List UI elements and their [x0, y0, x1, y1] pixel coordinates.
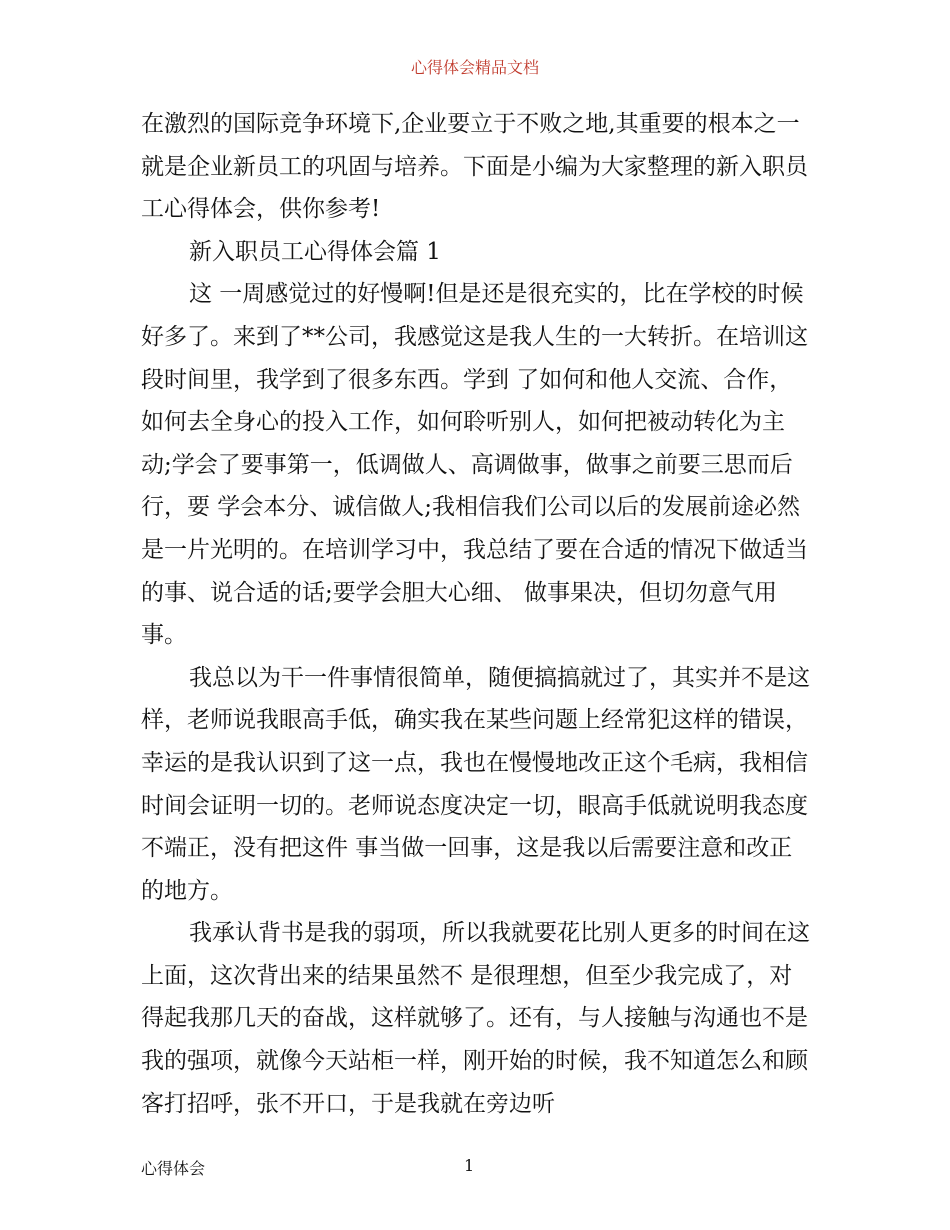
intro-paragraph: 在激烈的国际竞争环境下,企业要立于不败之地,其重要的根本之一就是企业新员工的巩固与培养。下面是小编为大家整理的新入职员工心得体会，供你参考!	[141, 111, 808, 223]
body-paragraph-2: 我总以为干一件事情很简单，随便搞搞就过了，其实并不是这样，老师说我眼高手低，确实我在某些问题上经常犯这样的错误，幸运的是我认识到了这一点，我也在慢慢地改正这个毛病，我相信时间会证明一切的。老师说态度决定一切，眼高手低就说明我态度不端正，没有把这件 事当做一回事，这是我以后需要注意和改正的地方。	[141, 664, 810, 904]
section-title: 新入职员工心得体会篇 1	[189, 238, 441, 265]
footer-label: 心得体会	[141, 1159, 206, 1178]
body-paragraph-1: 这 一周感觉过的好慢啊!但是还是很充实的，比在学校的时候好多了。来到了**公司，我感觉这是我人生的一大转折。在培训这段时间里，我学到了很多东西。学到 了如何和他人交流、合作，如何去全身心的投入工作，如何聆听别人，如何把被动转化为主动;学会了要事第一，低调做人、高调做事，做事之前要三思而后行，要 学会本分、诚信做人;我相信我们公司以后的发展前途必然是一片光明的。在培训学习中，我总结了要在合适的情况下做适当的事、说合适的话;要学会胆大心细、 做事果决，但切勿意气用事。	[141, 281, 808, 649]
page-header: 心得体会精品文档	[410, 58, 539, 77]
document-body	[141, 103, 813, 1125]
body-paragraph-3: 我承认背书是我的弱项，所以我就要花比别人更多的时间在这上面，这次背出来的结果虽然不 是很理想，但至少我完成了，对得起我那几天的奋战，这样就够了。还有，与人接触与沟通也不是我的强项，就像今天站柜一样，刚开始的时候，我不知道怎么和顾 客打招呼，张不开口，于是我就在旁边听	[141, 920, 810, 1117]
page-number: 1	[464, 1156, 475, 1175]
